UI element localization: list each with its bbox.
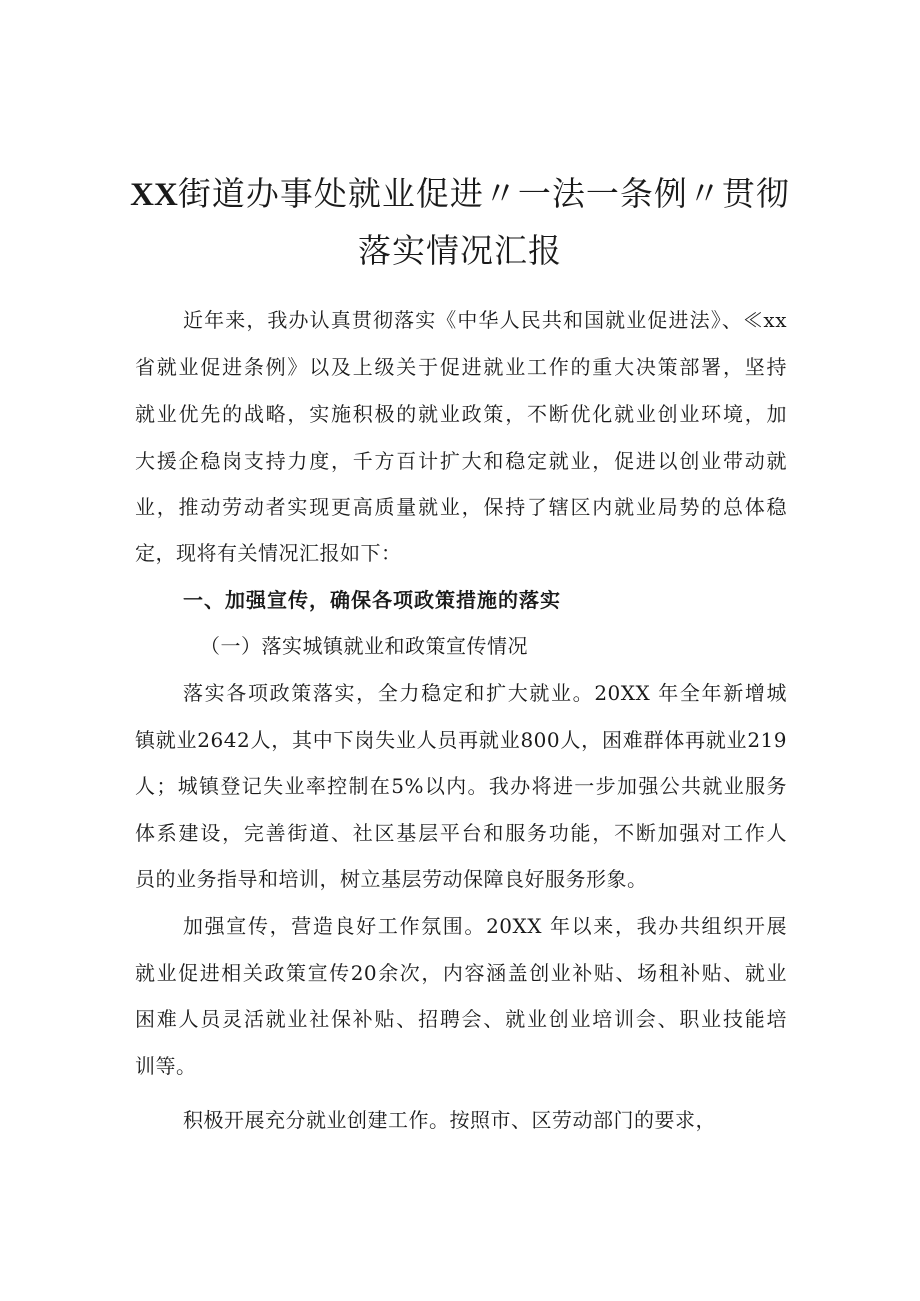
intro-line-5: 业，推动劳动者实现更高质量就业，保持了辖区内就业局势的总体稳	[135, 495, 787, 519]
para1-line-2: 镇就业2642人，其中下岗失业人员再就业800人，困难群体再就业219	[135, 728, 787, 752]
intro-line-4: 大援企稳岗支持力度，千方百计扩大和稳定就业，促进以创业带动就	[135, 449, 787, 473]
para2-line-3: 困难人员灵活就业社保补贴、招聘会、就业创业培训会、职业技能培	[135, 1007, 787, 1031]
intro-line-1: 近年来，我办认真贯彻落实《中华人民共和国就业促进法》、≪xx	[183, 308, 787, 332]
para2-line-4: 训等。	[135, 1054, 197, 1078]
para2-line-1: 加强宣传，营造良好工作氛围。20XX 年以来，我办共组织开展	[183, 914, 787, 938]
intro-line-2: 省就业促进条例》以及上级关于促进就业工作的重大决策部署，坚持	[135, 355, 787, 379]
para1-line-1: 落实各项政策落实，全力稳定和扩大就业。20XX 年全年新增城	[183, 681, 787, 705]
subsection-heading: （一）落实城镇就业和政策宣传情况	[200, 634, 528, 658]
intro-line-6: 定，现将有关情况汇报如下：	[135, 541, 402, 565]
para1-line-4: 体系建设，完善街道、社区基层平台和服务功能，不断加强对工作人	[135, 821, 787, 845]
section-heading: 一、加强宣传，确保各项政策措施的落实	[183, 588, 561, 612]
para1-line-3: 人；城镇登记失业率控制在5%以内。我办将进一步加强公共就业服务	[135, 774, 787, 798]
intro-line-3: 就业优先的战略，实施积极的就业政策，不断优化就业创业环境，加	[135, 402, 787, 426]
document-title-line1	[120, 165, 800, 224]
para1-line-5: 员的业务指导和培训，树立基层劳动保障良好服务形象。	[135, 867, 648, 891]
para3-line-1: 积极开展充分就业创建工作。按照市、区劳动部门的要求，	[183, 1108, 716, 1132]
title-line1-text: 街道办事处就业促进〃一法一条例〃贯彻	[177, 174, 790, 213]
para2-line-2: 就业促进相关政策宣传20余次，内容涵盖创业补贴、场租补贴、就业	[135, 961, 787, 985]
title-prefix: XX	[130, 177, 178, 213]
document-title-line2: 落实情况汇报	[358, 231, 562, 270]
